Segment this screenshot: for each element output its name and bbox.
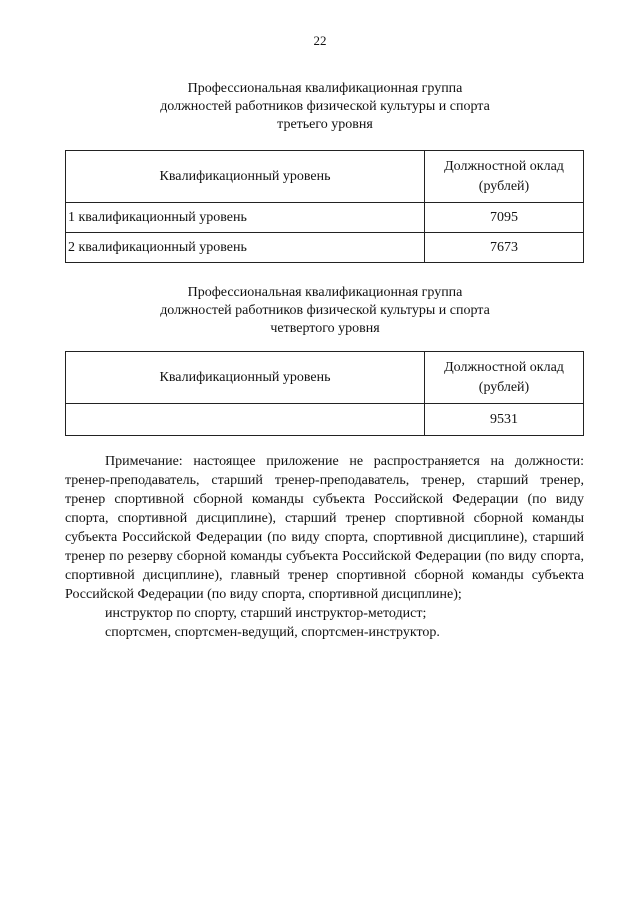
section1-heading [66, 80, 584, 134]
table-row [66, 203, 584, 233]
note-block [65, 452, 584, 642]
section2-heading-line-1: Профессиональная квалификационная группа [187, 285, 463, 300]
cell-salary: 7673 [425, 233, 584, 263]
header-qualification-level: Квалификационный уровень [66, 151, 425, 203]
section2-heading [66, 284, 584, 338]
header-qualification-level: Квалификационный уровень [66, 352, 425, 404]
table-header-row [66, 151, 584, 203]
section2-table [65, 351, 584, 436]
header-salary-line-2: (рублей) [478, 379, 530, 395]
cell-salary: 7095 [425, 203, 584, 233]
note-paragraph-1: Примечание: настоящее приложение не распространяется на должности: тренер-преподаватель, старший тренер-преподаватель, тренер, старший тренер, тренер спортивной сборной команды субъекта Российской Федерации (по виду спорта, спортивной дисциплине), старший тренер спортивной сборной команды субъекта Российской Федерации (по виду спорта, спортивной дисциплине), старший тренер по резерву сборной команды субъекта Российской Федерации (по виду спорта, спортивной дисциплине), главный тренер спортивной сборной команды субъекта Российской Федерации (по виду спорта, спортивной дисциплине); [65, 454, 584, 602]
header-salary-line-1: Должностной оклад [444, 158, 564, 174]
section2-heading-line-3: четвертого уровня [270, 321, 380, 336]
page-number: 22 [313, 33, 327, 48]
section1-heading-line-2: должностей работников физической культуры и спорта [160, 99, 490, 114]
cell-level: 1 квалификационный уровень [66, 203, 425, 233]
section2-heading-line-2: должностей работников физической культуры и спорта [160, 303, 490, 318]
table-row [66, 233, 584, 263]
cell-salary: 9531 [425, 404, 584, 436]
header-salary [425, 352, 584, 404]
table-row [66, 404, 584, 436]
note-paragraph-3: спортсмен, спортсмен-ведущий, спортсмен-инструктор. [105, 625, 440, 640]
header-salary-line-2: (рублей) [478, 178, 530, 194]
table-header-row [66, 352, 584, 404]
note-paragraph-2: инструктор по спорту, старший инструктор-методист; [105, 606, 427, 621]
section1-heading-line-1: Профессиональная квалификационная группа [187, 81, 463, 96]
cell-level [66, 404, 425, 436]
section1-heading-line-3: третьего уровня [277, 117, 373, 132]
header-salary-line-1: Должностной оклад [444, 359, 564, 375]
header-salary [425, 151, 584, 203]
section1-table [65, 150, 584, 263]
cell-level: 2 квалификационный уровень [66, 233, 425, 263]
